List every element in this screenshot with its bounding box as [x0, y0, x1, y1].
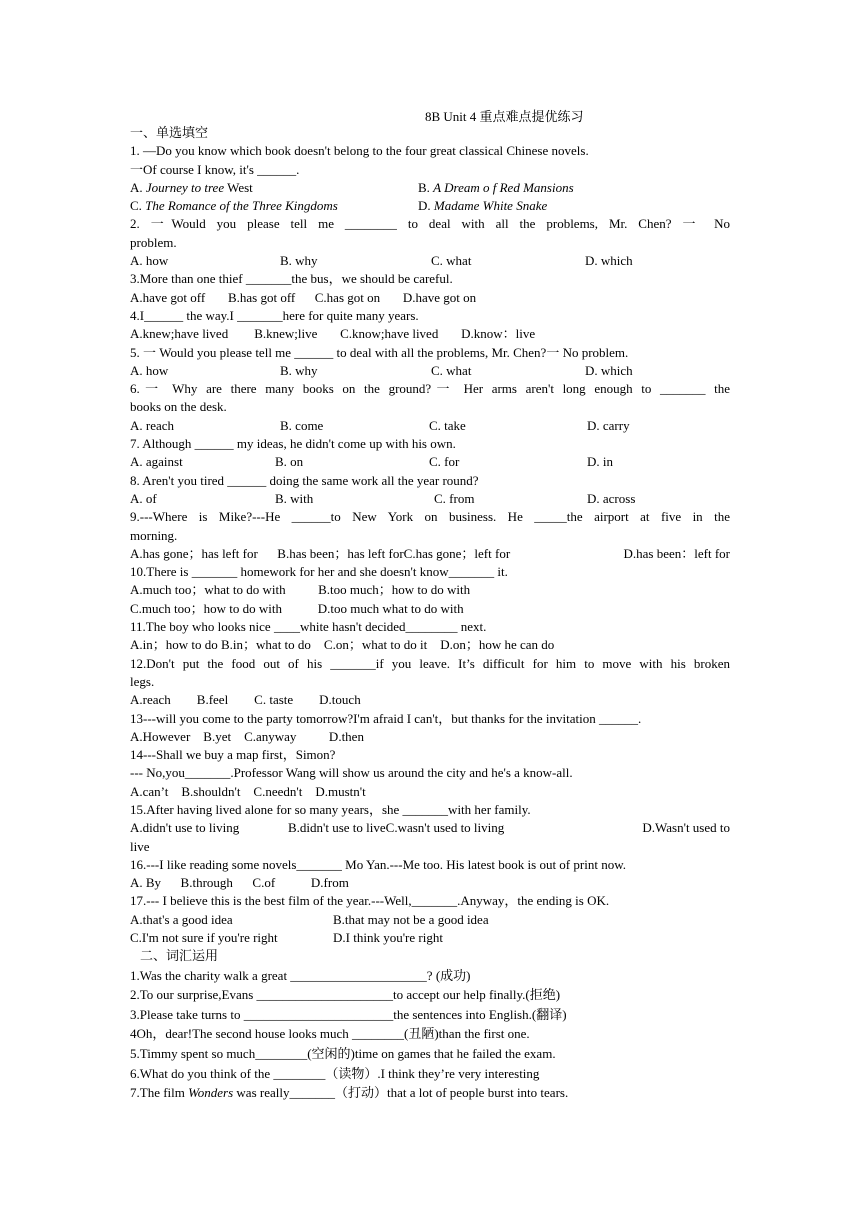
option-d: D.Wasn't used to — [642, 820, 730, 836]
vocab-item-7: 7.The film Wonders was really_______（打动）that a lot of people burst into tears. — [130, 1085, 569, 1101]
section-heading-2: 二、词汇运用 — [140, 948, 219, 964]
question-6-stem-2: books on the desk. — [130, 399, 227, 415]
question-13-options: A.However B.yet C.anyway D.then — [130, 728, 364, 744]
option-d: D. Madame White Snake — [418, 198, 548, 214]
question-5-stem: 5. 一 Would you please tell me ______ to deal with all the problems, Mr. Chen?一 No problem. — [130, 344, 629, 360]
question-4-stem: 4.I______ the way.I _______here for quite many years. — [130, 307, 419, 323]
question-1-options-ab — [130, 179, 730, 197]
question-10-options-1: A.much too；what to do with B.too much；how to do with — [130, 582, 471, 598]
option-b: B. with — [275, 490, 314, 506]
question-13-stem: 13---will you come to the party tomorrow?I'm afraid I can't，but thanks for the invitation ______. — [130, 710, 642, 726]
question-8-stem: 8. Aren't you tired ______ doing the same work all the year round? — [130, 472, 479, 488]
option-d: D. which — [585, 253, 633, 269]
question-3-stem: 3.More than one thief _______the bus，we should be careful. — [130, 271, 453, 287]
vocabulary-list — [130, 966, 730, 1103]
question-11-stem: 11.The boy who looks nice ____white hasn't decided________ next. — [130, 619, 487, 635]
option-c: C. what — [431, 253, 472, 269]
option-d: D. carry — [587, 417, 630, 433]
question-8-options — [130, 490, 730, 508]
question-6-options — [130, 417, 730, 435]
option-b: B. why — [280, 253, 318, 269]
question-5-options — [130, 362, 730, 380]
question-4-options: A.knew;have lived B.knew;live C.know;have lived D.know：live — [130, 326, 536, 342]
question-6-stem: 6.一 Why are there many books on the ground?一 Her arms aren't long enough to _______ the — [130, 381, 730, 397]
question-9-options — [130, 545, 730, 563]
vocab-item-6: 6.What do you think of the ________（读物）.I think they’re very interesting — [130, 1065, 540, 1081]
question-12-options: A.reach B.feel C. taste D.touch — [130, 692, 361, 708]
vocab-item-4: 4Oh，dear!The second house looks much ________(丑陋)than the first one. — [130, 1026, 530, 1042]
option-a: A. Journey to tree West — [130, 179, 253, 195]
question-15-options — [130, 819, 730, 837]
option-a: A. how — [130, 362, 169, 378]
question-2-stem-2: problem. — [130, 234, 177, 250]
question-14-stem: 14---Shall we buy a map first，Simon? — [130, 747, 336, 763]
option-d: D. in — [587, 454, 613, 470]
option-b: B. come — [280, 417, 324, 433]
question-1-options-cd — [130, 197, 730, 215]
option-b: B.that may not be a good idea — [333, 911, 489, 927]
question-14-options: A.can’t B.shouldn't C.needn't D.mustn't — [130, 783, 366, 799]
option-c: C. for — [429, 454, 460, 470]
question-2-options — [130, 252, 730, 270]
options-abc: A.didn't use to living B.didn't use to liveC.wasn't used to living — [130, 820, 505, 836]
question-9-stem-2: morning. — [130, 527, 178, 543]
question-7-stem: 7. Although ______ my ideas, he didn't come up with his own. — [130, 436, 456, 452]
option-b: B. A Dream o f Red Mansions — [418, 179, 574, 195]
option-a: A. how — [130, 253, 169, 269]
question-12-stem: 12.Don't put the food out of his _______if you leave. It’s difficult for him to move with his broken — [130, 655, 730, 671]
question-10-options-2: C.much too；how to do with D.too much what to do with — [130, 600, 464, 616]
vocab-item-5: 5.Timmy spent so much________(空闲的)time on games that he failed the exam. — [130, 1046, 556, 1062]
option-a: A. reach — [130, 417, 175, 433]
option-c: C. from — [434, 490, 475, 506]
option-d: D.I think you're right — [333, 930, 443, 946]
vocab-item-3: 3.Please take turns to _______________________the sentences into English.(翻译) — [130, 1006, 567, 1022]
question-17-stem: 17.--- I believe this is the best film of the year.---Well,_______.Anyway，the ending is OK. — [130, 893, 610, 909]
option-b: B. why — [280, 362, 318, 378]
question-16-options: A. By B.through C.of D.from — [130, 875, 349, 891]
question-17-options-2 — [130, 929, 730, 947]
option-d: D. across — [587, 490, 636, 506]
options-abc: A.has gone；has left for B.has been；has left forC.has gone；left for — [130, 545, 511, 561]
section-heading-1: 一、单选填空 — [130, 125, 209, 140]
option-d: D. which — [585, 362, 633, 378]
page-title: 8B Unit 4 重点难点提优练习 — [425, 109, 584, 124]
question-14-stem-2: --- No,you_______.Professor Wang will show us around the city and he's a know-all. — [130, 765, 573, 781]
option-c: C. take — [429, 417, 466, 433]
question-12-stem-2: legs. — [130, 673, 155, 689]
question-9-stem: 9.---Where is Mike?---He ______to New York on business. He _____the airport at five in the — [130, 509, 730, 525]
question-1-stem: 1. —Do you know which book doesn't belong to the four great classical Chinese novels. — [130, 143, 589, 159]
question-16-stem: 16.---I like reading some novels_______ Mo Yan.---Me too. His latest book is out of print now. — [130, 856, 626, 872]
option-a: A. of — [130, 490, 157, 506]
vocab-item-1: 1.Was the charity walk a great _____________________? (成功) — [130, 967, 471, 983]
vocab-item-2: 2.To our surprise,Evans _____________________to accept our help finally.(拒绝) — [130, 987, 561, 1003]
question-11-options: A.in；how to do B.in；what to do C.on；what to do it D.on；how he can do — [130, 637, 555, 653]
option-b: B. on — [275, 454, 304, 470]
question-15-stem: 15.After having lived alone for so many years，she _______with her family. — [130, 801, 531, 817]
option-c: C. what — [431, 362, 472, 378]
option-a: A. against — [130, 454, 183, 470]
question-7-options — [130, 453, 730, 471]
question-17-options-1 — [130, 911, 730, 929]
exercise-content — [130, 124, 730, 1103]
question-1-stem-2: 一Of course I know, it's ______. — [130, 161, 300, 177]
question-3-options: A.have got off B.has got off C.has got on D.have got on — [130, 289, 477, 305]
option-a: A.that's a good idea — [130, 911, 233, 927]
question-10-stem: 10.There is _______ homework for her and she doesn't know_______ it. — [130, 564, 508, 580]
question-2-stem: 2. 一Would you please tell me ________ to deal with all the problems, Mr. Chen? 一 No — [130, 216, 730, 232]
option-c: C. The Romance of the Three Kingdoms — [130, 198, 338, 214]
question-15-stem-3: live — [130, 838, 150, 854]
option-d: D.has been：left for — [623, 545, 730, 561]
option-c: C.I'm not sure if you're right — [130, 930, 278, 946]
